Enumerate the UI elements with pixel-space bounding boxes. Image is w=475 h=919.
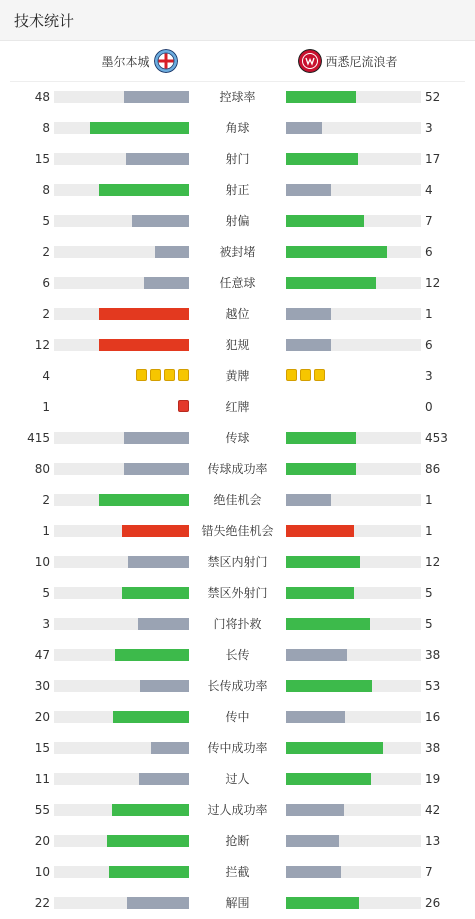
away-stat-bar	[286, 835, 421, 847]
home-stat-bar	[54, 308, 189, 320]
away-stat-bar	[286, 587, 421, 599]
home-stat-bar	[54, 835, 189, 847]
away-stat-value: 42	[425, 802, 441, 817]
home-stat-bar-fill	[122, 525, 190, 537]
stat-label: 禁区外射门	[207, 586, 268, 600]
red-card-icon	[178, 400, 189, 412]
home-stat-value: 47	[34, 647, 50, 662]
stat-row	[0, 887, 475, 918]
home-stat-bar-fill	[113, 711, 189, 723]
home-stat-value: 15	[34, 151, 50, 166]
home-stat-value: 20	[34, 709, 50, 724]
stat-label: 禁区内射门	[207, 555, 268, 569]
away-stat-value: 19	[425, 771, 441, 786]
away-stat-bar-fill	[286, 339, 331, 351]
home-stat-value: 15	[34, 740, 50, 755]
away-stat-bar	[286, 463, 421, 475]
home-stat-bar-fill	[139, 773, 189, 785]
stat-row	[0, 670, 475, 701]
home-stat-value: 2	[42, 492, 50, 507]
stat-row	[0, 825, 475, 856]
away-stat-bar	[286, 773, 421, 785]
stat-label: 任意球	[219, 276, 256, 290]
stat-label: 黄牌	[225, 369, 250, 383]
stat-label: 长传	[225, 648, 250, 662]
away-stat-bar-fill	[286, 897, 359, 909]
stat-label: 拦截	[225, 865, 250, 879]
home-stat-bar	[54, 184, 189, 196]
home-stat-bar	[54, 773, 189, 785]
away-stat-value: 53	[425, 678, 441, 693]
home-stat-bar-fill	[127, 897, 189, 909]
away-stat-bar-fill	[286, 122, 322, 134]
away-stat-bar-fill	[286, 587, 354, 599]
stats-table	[0, 81, 475, 918]
yellow-card-icon	[314, 369, 325, 381]
away-stat-value: 12	[425, 275, 441, 290]
away-stat-value: 6	[425, 244, 433, 259]
away-stat-bar	[286, 649, 421, 661]
stat-label: 射偏	[225, 214, 250, 228]
stat-label: 过人	[225, 772, 250, 786]
home-stat-bar-fill	[124, 91, 189, 103]
stat-row	[0, 422, 475, 453]
away-stat-bar-fill	[286, 835, 339, 847]
away-stat-bar-fill	[286, 680, 372, 692]
away-stat-bar	[286, 184, 421, 196]
home-stat-value: 10	[34, 554, 50, 569]
yellow-card-icon	[164, 369, 175, 381]
stat-row	[0, 112, 475, 143]
stat-label: 红牌	[225, 400, 250, 414]
away-stat-bar-fill	[286, 649, 347, 661]
stat-label: 射门	[225, 152, 250, 166]
stat-row	[0, 236, 475, 267]
home-stat-bar-fill	[124, 463, 189, 475]
away-stat-value: 26	[425, 895, 441, 910]
home-stat-value: 10	[34, 864, 50, 879]
stat-label: 犯规	[225, 338, 250, 352]
yellow-card-icon	[300, 369, 311, 381]
away-stat-bar-fill	[286, 246, 387, 258]
away-stat-value: 38	[425, 740, 441, 755]
home-stat-value: 12	[34, 337, 50, 352]
away-stat-bar	[286, 277, 421, 289]
home-stat-bar-fill	[109, 866, 189, 878]
away-stat-bar	[286, 308, 421, 320]
away-stat-value: 7	[425, 213, 433, 228]
away-stat-bar	[286, 525, 421, 537]
away-stat-bar	[286, 866, 421, 878]
stat-row	[0, 267, 475, 298]
away-cards	[286, 369, 421, 383]
away-stat-bar-fill	[286, 215, 364, 227]
home-stat-value: 11	[34, 771, 50, 786]
stat-label: 抢断	[225, 834, 250, 848]
home-stat-bar-fill	[132, 215, 189, 227]
away-stat-value: 13	[425, 833, 441, 848]
away-stat-value: 4	[425, 182, 433, 197]
away-stat-bar	[286, 91, 421, 103]
away-stat-bar-fill	[286, 525, 354, 537]
stat-row	[0, 701, 475, 732]
western-sydney-wanderers-logo-icon	[298, 49, 322, 73]
home-stat-value: 2	[42, 244, 50, 259]
home-stat-bar-fill	[99, 308, 189, 320]
stat-row	[0, 639, 475, 670]
home-stat-bar-fill	[126, 153, 189, 165]
home-stat-value: 5	[42, 585, 50, 600]
home-stat-value: 1	[42, 523, 50, 538]
home-stat-bar-fill	[90, 122, 189, 134]
home-stat-bar-fill	[128, 556, 189, 568]
stat-label: 解围	[225, 896, 250, 910]
away-stat-value: 86	[425, 461, 441, 476]
stat-row	[0, 577, 475, 608]
away-stat-bar	[286, 122, 421, 134]
home-stat-bar	[54, 277, 189, 289]
away-stat-value: 17	[425, 151, 441, 166]
yellow-card-icon	[150, 369, 161, 381]
home-stat-bar	[54, 339, 189, 351]
home-stat-bar	[54, 122, 189, 134]
home-stat-bar-fill	[107, 835, 189, 847]
home-stat-bar-fill	[140, 680, 189, 692]
away-stat-bar-fill	[286, 773, 371, 785]
away-stat-bar-fill	[286, 432, 356, 444]
home-cards	[54, 369, 189, 383]
page-title: 技术统计	[14, 11, 75, 30]
home-stat-value: 2	[42, 306, 50, 321]
stat-label: 控球率	[219, 90, 256, 104]
home-stat-bar	[54, 556, 189, 568]
stat-row	[0, 298, 475, 329]
stat-label: 门将扑救	[213, 617, 262, 631]
stat-label: 过人成功率	[207, 803, 268, 817]
home-stat-bar-fill	[144, 277, 189, 289]
home-stat-value: 3	[42, 616, 50, 631]
away-stat-bar-fill	[286, 556, 360, 568]
stat-label: 越位	[225, 307, 250, 321]
stat-row	[0, 856, 475, 887]
stat-row	[0, 732, 475, 763]
home-team[interactable]	[10, 49, 238, 73]
away-stat-bar	[286, 680, 421, 692]
home-stat-bar-fill	[151, 742, 189, 754]
home-stat-bar	[54, 153, 189, 165]
stat-row	[0, 484, 475, 515]
stat-row	[0, 329, 475, 360]
away-stat-bar-fill	[286, 866, 341, 878]
away-stat-bar	[286, 339, 421, 351]
section-header	[0, 0, 475, 41]
home-stat-value: 80	[34, 461, 50, 476]
stat-label: 传球成功率	[207, 462, 268, 476]
home-stat-bar-fill	[99, 184, 189, 196]
stat-row	[0, 794, 475, 825]
home-stat-bar	[54, 711, 189, 723]
home-stat-bar	[54, 742, 189, 754]
home-stat-value: 30	[34, 678, 50, 693]
away-stat-bar-fill	[286, 804, 344, 816]
stat-row	[0, 143, 475, 174]
stat-label: 角球	[225, 121, 250, 135]
away-stat-bar	[286, 153, 421, 165]
home-stat-value: 48	[34, 89, 50, 104]
home-stat-bar-fill	[138, 618, 189, 630]
away-stat-bar	[286, 556, 421, 568]
away-stat-value: 16	[425, 709, 441, 724]
stat-label: 长传成功率	[207, 679, 268, 693]
home-stat-value: 20	[34, 833, 50, 848]
away-stat-bar-fill	[286, 711, 345, 723]
away-stat-bar-fill	[286, 277, 376, 289]
home-stat-bar-fill	[122, 587, 190, 599]
away-stat-bar	[286, 711, 421, 723]
away-stat-value: 5	[425, 616, 433, 631]
home-stat-value: 1	[42, 399, 50, 414]
home-stat-bar	[54, 866, 189, 878]
away-stat-bar	[286, 742, 421, 754]
stat-label: 绝佳机会	[213, 493, 262, 507]
home-stat-value: 8	[42, 182, 50, 197]
home-stat-value: 415	[27, 430, 50, 445]
home-stat-bar-fill	[99, 494, 189, 506]
stat-row	[0, 360, 475, 391]
stat-row	[0, 515, 475, 546]
away-stat-value: 7	[425, 864, 433, 879]
home-cards	[54, 400, 189, 414]
away-stat-bar	[286, 246, 421, 258]
away-stat-value: 453	[425, 430, 448, 445]
away-stat-value: 12	[425, 554, 441, 569]
stat-label: 传中	[225, 710, 250, 724]
away-stat-value: 1	[425, 523, 433, 538]
home-stat-bar	[54, 587, 189, 599]
away-stat-bar	[286, 215, 421, 227]
stat-row	[0, 608, 475, 639]
away-stat-bar	[286, 494, 421, 506]
home-stat-bar	[54, 463, 189, 475]
away-stat-value: 0	[425, 399, 433, 414]
away-team[interactable]	[238, 49, 466, 73]
home-stat-bar	[54, 494, 189, 506]
home-team-name: 墨尔本城	[101, 54, 150, 69]
home-stat-bar	[54, 897, 189, 909]
home-stat-bar	[54, 91, 189, 103]
home-stat-bar	[54, 525, 189, 537]
stat-label: 传球	[225, 431, 250, 445]
home-stat-bar	[54, 680, 189, 692]
away-stat-bar-fill	[286, 308, 331, 320]
home-stat-value: 4	[42, 368, 50, 383]
home-stat-bar	[54, 618, 189, 630]
stat-row	[0, 453, 475, 484]
home-stat-bar-fill	[112, 804, 189, 816]
stat-row	[0, 174, 475, 205]
away-stat-value: 38	[425, 647, 441, 662]
home-stat-value: 6	[42, 275, 50, 290]
away-stat-bar	[286, 618, 421, 630]
away-cards	[286, 400, 421, 414]
away-stat-value: 52	[425, 89, 441, 104]
away-stat-bar-fill	[286, 618, 370, 630]
home-stat-value: 55	[34, 802, 50, 817]
away-stat-bar	[286, 897, 421, 909]
stat-row	[0, 546, 475, 577]
away-stat-bar-fill	[286, 742, 383, 754]
stat-row	[0, 763, 475, 794]
home-stat-bar	[54, 804, 189, 816]
away-stat-value: 3	[425, 120, 433, 135]
melbourne-city-logo-icon	[154, 49, 178, 73]
stat-label: 射正	[225, 183, 250, 197]
home-stat-bar	[54, 215, 189, 227]
home-stat-value: 8	[42, 120, 50, 135]
away-stat-value: 6	[425, 337, 433, 352]
home-stat-bar	[54, 246, 189, 258]
home-stat-bar	[54, 649, 189, 661]
away-stat-bar-fill	[286, 463, 356, 475]
away-stat-value: 1	[425, 306, 433, 321]
away-stat-bar	[286, 804, 421, 816]
away-stat-value: 1	[425, 492, 433, 507]
home-stat-value: 5	[42, 213, 50, 228]
home-stat-bar-fill	[115, 649, 189, 661]
stat-row	[0, 205, 475, 236]
stat-row	[0, 391, 475, 422]
stat-row	[0, 81, 475, 112]
away-stat-value: 3	[425, 368, 433, 383]
away-stat-bar-fill	[286, 153, 358, 165]
stat-label: 错失绝佳机会	[201, 524, 274, 538]
teams-row	[10, 41, 465, 82]
away-stat-bar-fill	[286, 184, 331, 196]
stat-label: 传中成功率	[207, 741, 268, 755]
home-stat-bar	[54, 432, 189, 444]
away-stat-bar-fill	[286, 494, 331, 506]
away-team-name: 西悉尼流浪者	[325, 54, 398, 69]
home-stat-value: 22	[34, 895, 50, 910]
yellow-card-icon	[136, 369, 147, 381]
away-stat-bar	[286, 432, 421, 444]
home-stat-bar-fill	[155, 246, 189, 258]
yellow-card-icon	[178, 369, 189, 381]
yellow-card-icon	[286, 369, 297, 381]
away-stat-bar-fill	[286, 91, 356, 103]
home-stat-bar-fill	[99, 339, 189, 351]
home-stat-bar-fill	[124, 432, 189, 444]
stat-label: 被封堵	[219, 245, 256, 259]
away-stat-value: 5	[425, 585, 433, 600]
